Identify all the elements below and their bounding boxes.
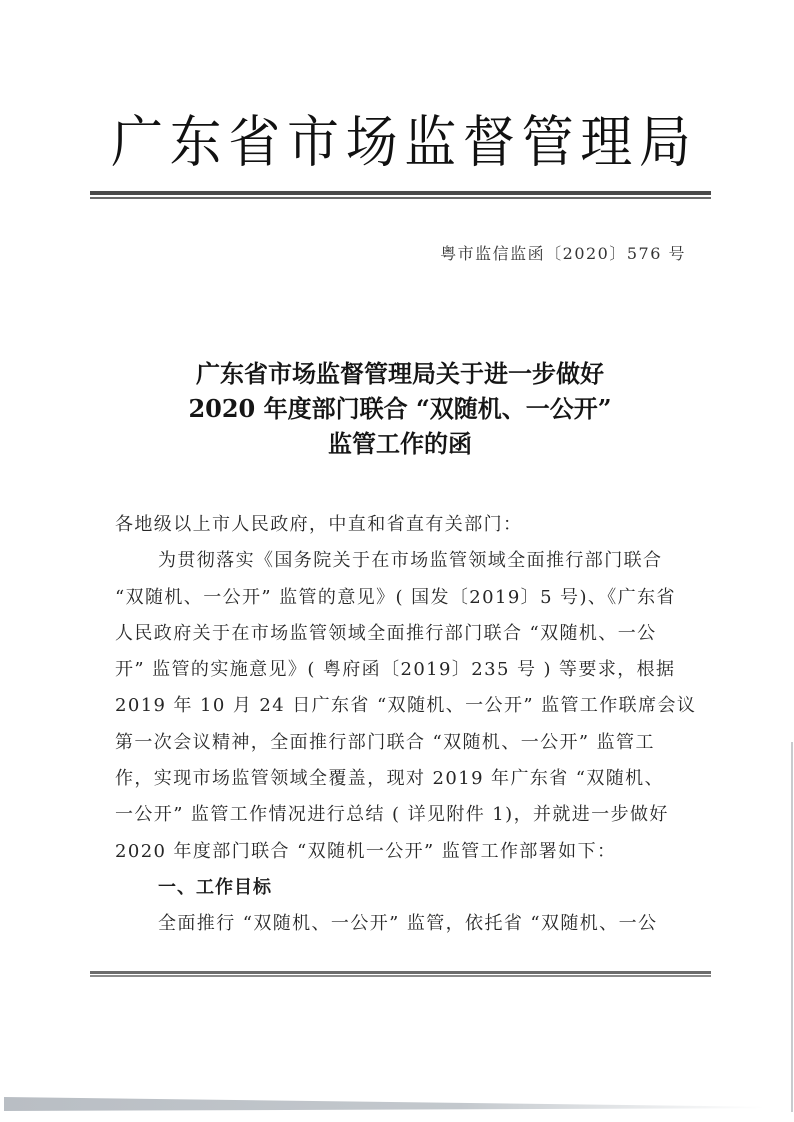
letterhead-char: 广 <box>110 110 163 176</box>
body-line: 全面推行 “双随机、一公开” 监管，依托省 “双随机、一公 <box>158 913 658 935</box>
divider-thick-line <box>90 971 711 974</box>
footer-divider <box>90 971 711 978</box>
title-line: 2020 年度部门联合 “双随机、一公开” <box>188 394 612 423</box>
body-line: 开” 监管的实施意见》( 粤府函〔2019〕235 号 ) 等要求，根据 <box>115 659 676 681</box>
divider-thick-line <box>90 191 711 195</box>
section-heading: 一、工作目标 <box>158 876 272 898</box>
letterhead-char: 督 <box>462 110 515 176</box>
body-line: 第一次会议精神，全面推行部门联合 “双随机、一公开” 监管工 <box>115 731 655 753</box>
letterhead-divider <box>90 191 711 200</box>
divider-thin-line <box>90 975 711 977</box>
title-line: 广东省市场监督管理局关于进一步做好 <box>196 359 604 388</box>
document-body <box>115 507 697 943</box>
document-number: 粤市监信监函〔2020〕576 号 <box>440 244 686 263</box>
body-line: 为贯彻落实《国务院关于在市场监管领域全面推行部门联合 <box>158 550 663 572</box>
body-line: 2019 年 10 月 24 日广东省 “双随机、一公开” 监管工作联席会议 <box>115 695 697 717</box>
letterhead-char: 理 <box>580 110 633 176</box>
letterhead-char: 场 <box>345 110 398 176</box>
divider-thin-line <box>90 197 711 199</box>
organization-letterhead <box>108 110 694 176</box>
salutation: 各地级以上市人民政府，中直和省直有关部门： <box>115 514 523 535</box>
scan-shadow <box>4 1097 764 1111</box>
letterhead-char: 局 <box>638 110 691 176</box>
letterhead-char: 监 <box>404 110 457 176</box>
letterhead-char: 管 <box>521 110 574 176</box>
body-line: 一公开” 监管工作情况进行总结 ( 详见附件 1)，并就进一步做好 <box>115 804 669 826</box>
body-line: 2020 年度部门联合 “双随机一公开” 监管工作部署如下： <box>115 840 617 862</box>
title-line: 监管工作的函 <box>328 429 472 458</box>
scan-edge-line <box>791 742 793 1112</box>
document-title <box>120 356 680 461</box>
body-line: 作，实现市场监管领域全覆盖，现对 2019 年广东省 “双随机、 <box>115 768 664 790</box>
letterhead-char: 省 <box>228 110 281 176</box>
letterhead-char: 市 <box>286 110 339 176</box>
body-line: 人民政府关于在市场监管领域全面推行部门联合 “双随机、一公 <box>115 622 657 644</box>
body-line: “双随机、一公开” 监管的意见》( 国发〔2019〕5 号)、《广东省 <box>115 586 676 608</box>
letterhead-char: 东 <box>169 110 222 176</box>
